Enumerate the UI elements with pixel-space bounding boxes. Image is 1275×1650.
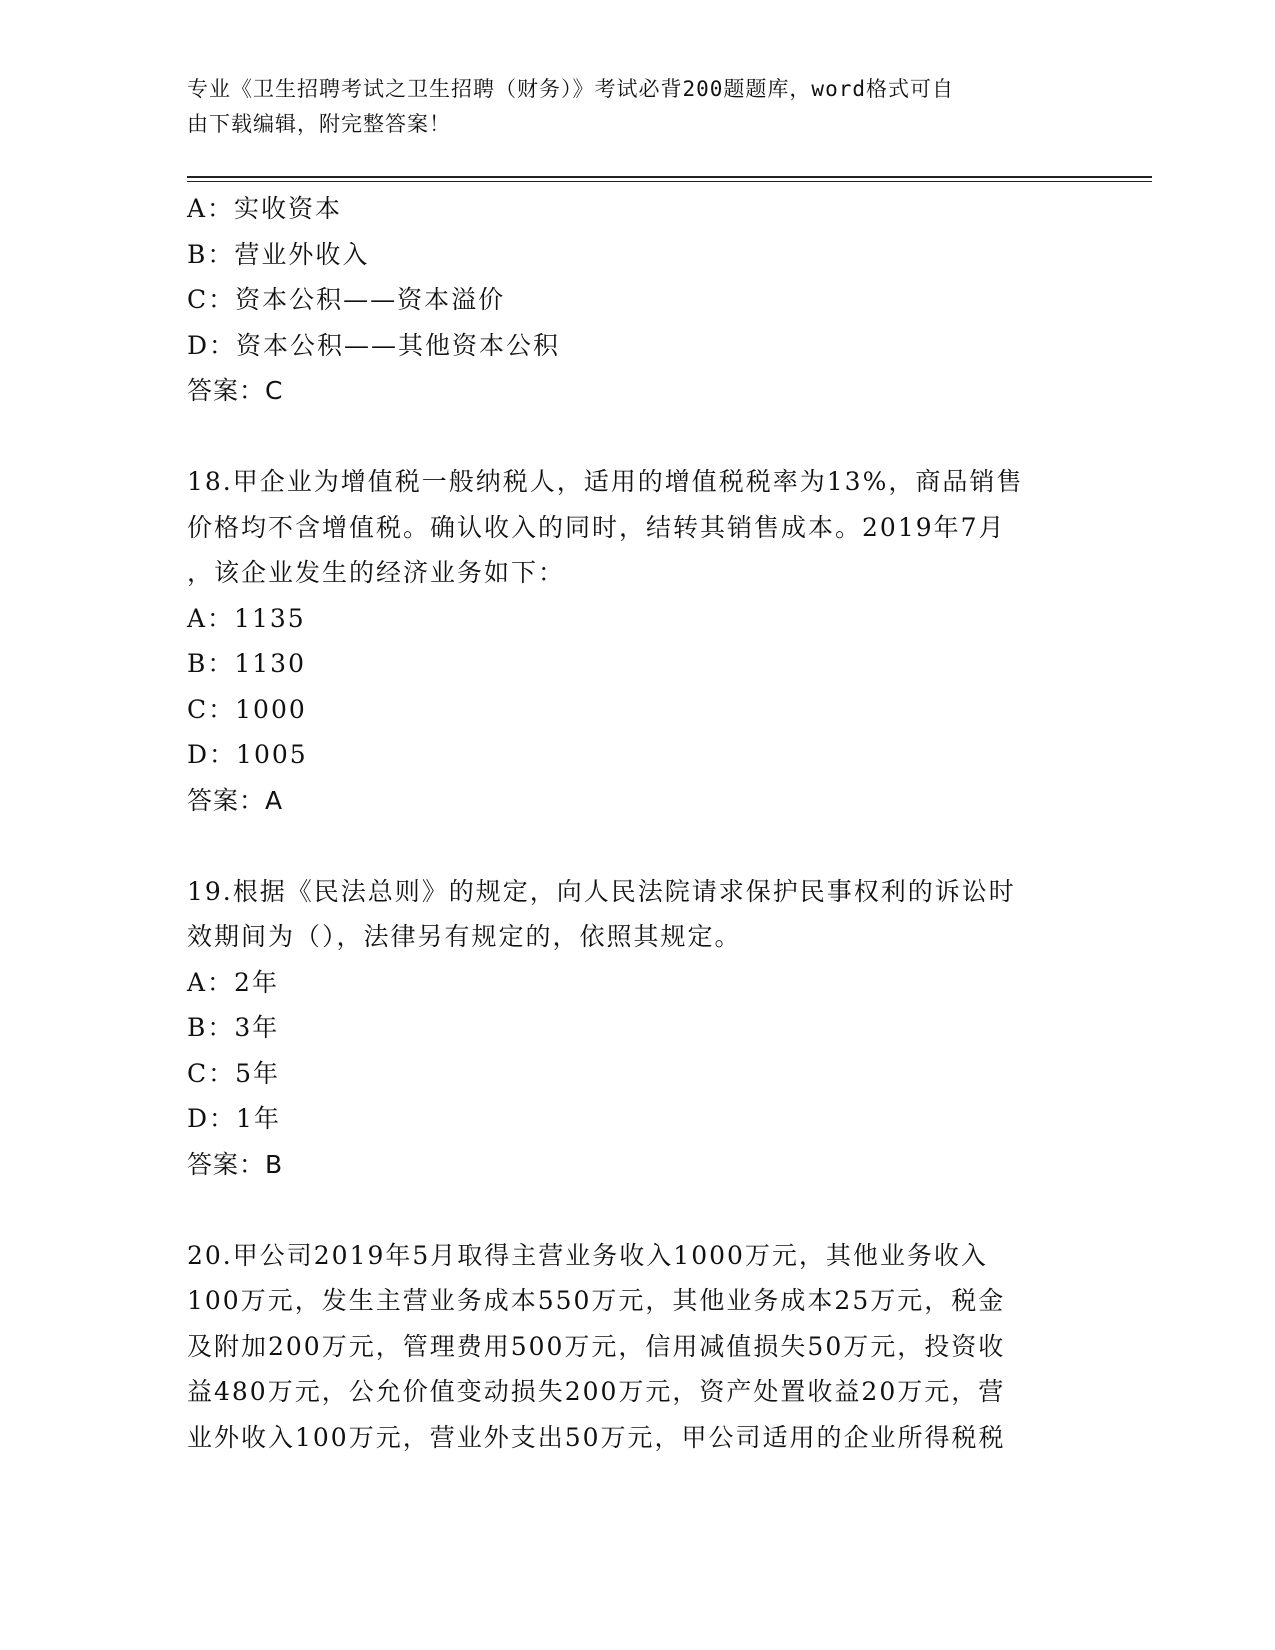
answer: 答案：B — [187, 1149, 284, 1179]
option-c: C：1000 — [187, 694, 307, 724]
option-a: A：2年 — [187, 967, 279, 997]
option-a: A：1135 — [187, 603, 306, 633]
header-line-2: 由下载编辑，附完整答案！ — [187, 112, 451, 136]
answer: 答案：C — [187, 376, 284, 405]
header-divider-thick — [187, 176, 1152, 178]
option-c: C：资本公积——资本溢价 — [187, 285, 506, 314]
question-17-options — [187, 186, 1087, 414]
question-text-line: 及附加200万元，管理费用500万元，信用减值损失50万元，投资收 — [187, 1331, 1006, 1361]
option-d: D：资本公积——其他资本公积 — [187, 330, 561, 360]
answer: 答案：A — [187, 785, 284, 815]
document-body — [187, 186, 1087, 1460]
question-text-line: 价格均不含增值税。确认收入的同时，结转其销售成本。2019年7月 — [187, 512, 1006, 542]
question-18 — [187, 459, 1087, 823]
question-text-line: 业外收入100万元，营业外支出50万元，甲公司适用的企业所得税税 — [187, 1422, 1006, 1452]
header-divider-thin — [187, 181, 1152, 182]
question-text-line: 效期间为（），法律另有规定的，依照其规定。 — [187, 922, 742, 951]
question-text-line: 100万元，发生主营业务成本550万元，其他业务成本25万元，税金 — [187, 1286, 1006, 1315]
question-20 — [187, 1233, 1087, 1461]
header-line-1: 专业《卫生招聘考试之卫生招聘（财务）》考试必背200题题库，word格式可自 — [187, 77, 954, 101]
question-text-line: 19.根据《民法总则》的规定，向人民法院请求保护民事权利的诉讼时 — [187, 876, 1016, 906]
option-a: A：实收资本 — [187, 194, 343, 223]
question-text-line: 18.甲企业为增值税一般纳税人，适用的增值税税率为13%，商品销售 — [187, 467, 1024, 496]
question-19 — [187, 869, 1087, 1188]
document-header — [187, 72, 1087, 142]
option-d: D：1年 — [187, 1104, 281, 1133]
question-text-line: 益480万元，公允价值变动损失200万元，资产处置收益20万元，营 — [187, 1377, 1006, 1406]
option-d: D：1005 — [187, 740, 308, 769]
option-b: B：3年 — [187, 1013, 280, 1042]
option-b: B：营业外收入 — [187, 239, 370, 269]
option-c: C：5年 — [187, 1058, 281, 1088]
option-b: B：1130 — [187, 649, 306, 678]
question-text-line: 20.甲公司2019年5月取得主营业务收入1000万元，其他业务收入 — [187, 1240, 988, 1270]
question-text-line: ，该企业发生的经济业务如下： — [187, 558, 566, 587]
